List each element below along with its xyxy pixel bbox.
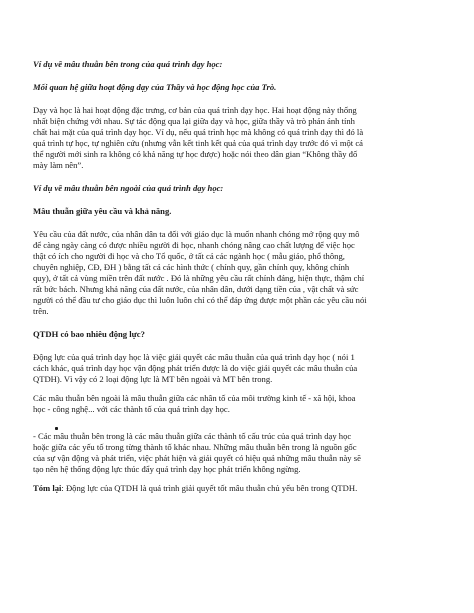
- paragraph-driving-forces: [33, 352, 453, 385]
- text-line: hoặc giữa các yếu tố trong từng thành tố khác nhau. Những mâu thuẫn bên trong là nguồn gốc: [33, 442, 357, 452]
- document-body: [33, 59, 453, 494]
- text-line: chất hai mặt của quá trình dạy học. Ví dụ, nếu quá trình học mà không có quá trình dạy thì đó là: [33, 127, 364, 137]
- text-line: học - công nghệ... với các thành tố của quá trình dạy học.: [33, 404, 230, 414]
- section-heading-driving-forces: QTDH có bao nhiêu động lực?: [33, 329, 145, 339]
- text-line: mày làm nên”.: [33, 160, 84, 170]
- section-heading-internal-contradiction: Ví dụ về mâu thuẫn bên trong của quá trình dạy học:: [33, 59, 223, 69]
- text-line: chuyên nghiệp, CĐ, ĐH ) bằng tất cả các hình thức ( chính quy, gần chính quy, không chính: [33, 262, 350, 272]
- text-line: của sự vận động và phát triển, việc phát hiện và giải quyết có hiệu quả những mâu thuẫn này sẽ: [33, 453, 361, 463]
- paragraph-internal-contradictions: [33, 431, 453, 475]
- text-line: Dạy và học là hai hoạt động đặc trưng, cơ bản của quá trình dạy học. Hai hoạt động này thống: [33, 105, 357, 115]
- text-line: cách khác, quá trình dạy học vận động phát triển được là do việc giải quyết các mâu thuẫn của: [33, 363, 358, 373]
- text-line: thật có ích cho người đi học và cho Tổ quốc, ở tất cả các ngành học ( mẫu giáo, phổ thông,: [33, 251, 345, 261]
- text-line: trên.: [33, 306, 49, 316]
- paragraph-teaching-learning: [33, 105, 453, 171]
- section-heading-external-contradiction: Ví dụ về mâu thuẫn bên ngoài của quá trình dạy học:: [33, 183, 224, 193]
- text-line: Các mâu thuẫn bên ngoài là mâu thuẫn giữa các nhân tố của môi trường kinh tế - xã hội, khoa: [33, 393, 356, 403]
- text-line: Động lực của quá trình dạy học là việc giải quyết các mâu thuẫn của quá trình dạy học ( nói 1: [33, 352, 355, 362]
- text-line: quy), ở tất cả vùng miền trên đất nước . Đó là những yêu cầu rất chính đáng, hiện thực, thậm chí: [33, 273, 365, 283]
- summary-text: : Động lực của QTDH là quá trình giải quyết tốt mâu thuẫn chủ yếu bên trong QTDH.: [61, 483, 358, 493]
- subheading-demand-capacity: Mâu thuẫn giữa yêu cầu và khả năng.: [33, 206, 172, 216]
- text-line: - Các mâu thuẫn bên trong là các mâu thuẫn giữa các thành tố cấu trúc của quá trình dạy học: [33, 431, 352, 441]
- summary: [33, 483, 453, 494]
- summary-label: Tóm lại: [33, 483, 62, 493]
- subheading-teacher-student: Mối quan hệ giữa hoạt động dạy của Thầy và học động học của Trò.: [33, 82, 277, 92]
- text-line: nhất biện chứng với nhau. Sự tác động qua lại giữa dạy và học, giữa thầy và trò phản ánh tính: [33, 116, 355, 126]
- text-line: thể người mới sinh ra không có khả năng tự học được) hoặc nói theo dân gian “Không thầy đố: [33, 149, 358, 159]
- paragraph-demand-capacity: [33, 229, 453, 317]
- text-line: tạo nên hệ thống động lực thúc đẩy quá trình dạy học phát triển không ngừng.: [33, 464, 301, 474]
- text-line: người có thể đầu tư cho giáo dục thì luôn luôn chỉ có thể đáp ứng được một phần các yêu cầu nói: [33, 295, 367, 305]
- text-line: Yêu cầu của đất nước, của nhân dân ta đối với giáo dục là muốn nhanh chóng mở rộng quy mô: [33, 229, 360, 239]
- paragraph-external-contradictions: [33, 393, 453, 415]
- text-line: rất bức bách. Nhưng khả năng của đất nước, của nhân dân, dưới dạng tiền của , vật chất và sức: [33, 284, 359, 294]
- text-line: QTDH). Vì vậy có 2 loại động lực là MT bên ngoài và MT bên trong.: [33, 374, 273, 384]
- text-line: để càng ngày càng có được nhiều người đi học, nhanh chóng nâng cao chất lượng để việc học: [33, 240, 355, 250]
- text-line: quá trình tự học, tự nghiên cứu (nhưng vẫn kết tinh kết quả của quá trình dạy trước đó vì một cá: [33, 138, 363, 148]
